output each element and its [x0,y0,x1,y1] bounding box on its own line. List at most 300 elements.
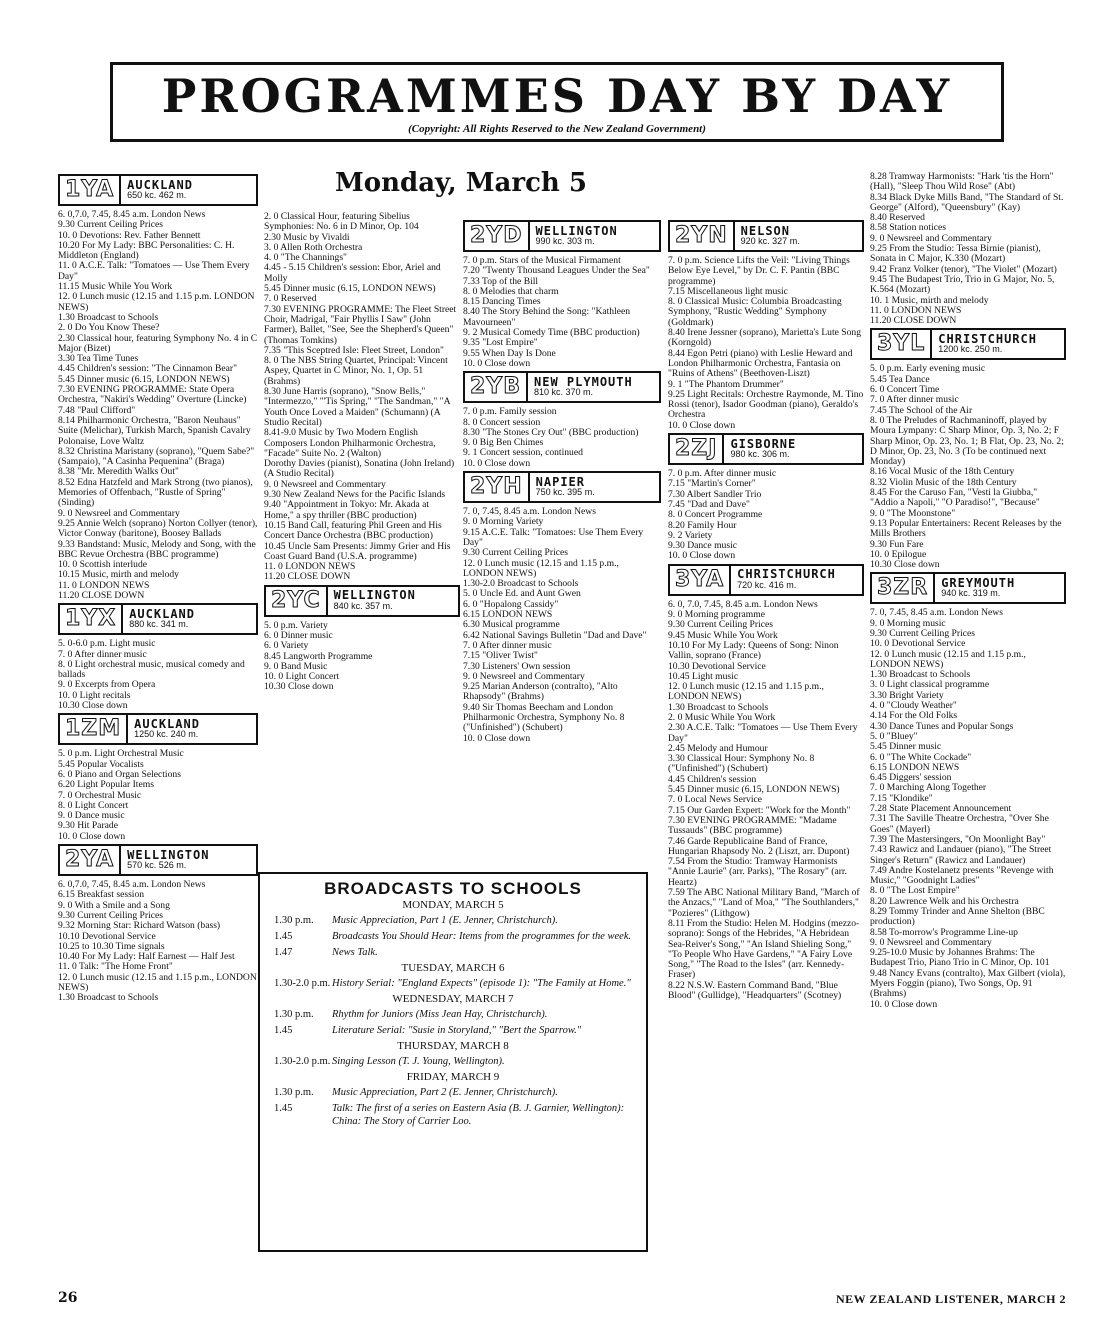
schools-day: WEDNESDAY, MARCH 7 [392,993,514,1005]
programme-entry: 8.40 The Story Behind the Song: "Kathleen Mavourneen" [463,306,631,328]
station-city: NELSON [740,223,791,238]
programme-entry: 6.20 Light Popular Items [58,779,154,791]
programme-entry: 10. 1 Music, mirth and melody [870,294,989,306]
station-freq: 980 kc. 306 m. [730,449,790,460]
programme-entry: 9. 0 Excerpts from Opera [58,679,156,691]
programme-entry: 8.14 Philharmonic Orchestra, "Baron Neuhaus" Suite (Melichar), Turkish March, Spanish Cavalry Polonaise, Love Waltz [58,414,251,447]
programme-entry: 10. 0 Close down [668,419,736,431]
station-freq: 920 kc. 327 m. [740,236,800,246]
programme-entry: 8.29 Tommy Trinder and Anne Shelton (BBC production) [870,906,1045,928]
programme-entry: 9.25 Marian Anderson (contralto), "Alto Rhapsody" (Brahms) [463,681,618,703]
programme-entry: 7. 0 After dinner music [58,648,147,660]
programme-entry: 8.30 June Harris (soprano), "Snow Bells," "Intermezzo," "'Tis Spring," "The Sandman," "A Youth Once Loved a Maiden" (Schumann) (A Studio Recital) [264,386,451,428]
programme-entry: 4.45 - 5.15 Children's session: Ebor, Ariel and Molly [264,262,441,284]
programme-entry: 7.28 State Placement Announcement [870,803,1012,815]
station-city: AUCKLAND [134,717,200,732]
programme-entry: 5. 0 "Bluey" [870,730,918,742]
station-code: 1YA [60,176,121,204]
schools-item-time: 1.45 [274,931,293,942]
masthead: NEW ZEALAND LISTENER, MARCH 2 [836,1292,1066,1306]
station-city: GISBORNE [730,436,797,451]
programme-entry: 9. 0 Big Ben Chimes [463,437,544,449]
programme-entry: 3.30 Bright Variety [870,689,944,701]
station-1yx [58,603,258,635]
programme-entry: 7. 0 Local News Service [668,794,763,806]
station-code: 1ZM [60,715,128,743]
listing-2ya-cont [264,212,460,583]
programme-entry: 4.45 Children's session: "The Cinnamon Bear" [58,363,238,375]
programme-entry: 9.30 Hit Parade [58,820,118,832]
schools-item-text: Literature Serial: "Susie in Storyland," "Bert the Sparrow." [332,1025,582,1036]
schools-item-text: Music Appreciation, Part 1 (E. Jenner, Christchurch). [332,915,558,926]
programme-entry: 10. 0 Close down [668,550,736,562]
schools-item-time: 1.30 p.m. [274,1009,314,1020]
schools-item-text: Talk: The first of a series on Eastern Asia (B. J. Garnier, Wellington): China: The Story of Carrier Loo. [332,1103,625,1127]
programme-entry: 9.25 Annie Welch (soprano) Norton Collyer (tenor), Victor Conway (baritone), Boosey Ballads [58,517,258,540]
programme-entry: 9. 0 Dance music [58,810,125,822]
schools-item-text: Rhythm for Juniors (Miss Jean Hay, Christchurch). [332,1009,548,1020]
programme-entry: 10.20 For My Lady: BBC Personalities: C. H. Middleton (England) [58,239,235,262]
programme-entry: 8. 0 Concert session [463,416,541,428]
programme-entry: 12. 0 Lunch music (12.15 and 1.15 p.m., LONDON NEWS) [668,681,824,703]
programme-entry: 9.35 "Lost Empire" [463,337,538,349]
programme-entry: 10.30 Close down [870,559,940,571]
programme-entry: 10.10 For My Lady: Queens of Song: Ninon Vallin, soprano (France) [668,639,839,662]
station-2yh [463,471,661,503]
programme-entry: 9. 1 "The Phantom Drummer" [668,378,784,390]
listing-2zj [668,469,864,562]
programme-entry: 7. 0 p.m. Stars of the Musical Firmament [463,255,621,266]
station-city: WELLINGTON [333,588,416,603]
programme-entry: 7. 0 After dinner music [870,394,959,406]
programme-entry: 7.31 The Saville Theatre Orchestra, "Over She Goes" (Mayerl) [870,813,1049,835]
page-banner [110,62,1004,142]
programme-entry: 5.45 Dinner music [870,741,942,753]
listing-2yc [264,621,460,693]
programme-entry: 9.30 Current Ceiling Prices [870,627,975,639]
programme-entry: 9. 0 Morning Variety [463,516,544,528]
listing-2yb [463,407,661,469]
programme-entry: 6. 0 Concert Time [870,384,940,396]
programme-entry: 8.58 Station notices [870,222,946,234]
programme-entry: 10.15 Music, mirth and melody [58,569,179,581]
programme-entry: 3. 0 Allen Roth Orchestra [264,241,363,253]
listing-3ya-cont [870,172,1066,326]
programme-entry: 7.30 EVENING PROGRAMME: State Opera Orchestra, "Nakiri's Wedding" Overture (Lincke) [58,384,247,406]
programme-entry: 8.32 Christina Maristany (soprano), "Quem Sabe?" (Sampaio), "A Casinha Pequenina" (Braga) [58,445,255,468]
station-freq: 650 kc. 462 m. [127,190,187,200]
programme-entry: 8.20 Lawrence Welk and his Orchestra [870,895,1019,907]
schools-item [274,1008,632,1021]
station-code: 3YL [872,330,932,358]
programme-entry: 2.30 A.C.E. Talk: "Tomatoes — Use Them Every Day" [668,722,858,744]
programme-entry: 7.43 Rawicz and Landauer (piano), "The Street Singer's Return" (Rawicz and Landauer) [870,844,1052,866]
programme-entry: 9. 0 Band Music [264,660,328,672]
programme-entry: 9.15 A.C.E. Talk: "Tomatoes: Use Them Every Day" [463,526,644,548]
programme-entry: 7. 0 Marching Along Together [870,782,987,794]
listing-2yd [463,256,661,369]
programme-entry: 7.30 Listeners' Own session [463,660,571,672]
copyright-notice: (Copyright: All Rights Reserved to the New Zealand Government) [408,123,706,135]
programme-entry: 8.58 To-morrow's Programme Line-up [870,926,1018,938]
programme-entry: 10. 0 Epilogue [870,548,927,560]
schools-item [274,1024,632,1037]
programme-entry: 10.15 Band Call, featuring Phil Green and His Concert Dance Orchestra (BBC production) [264,519,442,542]
programme-entry: 2. 0 Do You Know These? [58,322,160,334]
programme-entry: 9.25 From the Studio: Tessa Birnie (pianist), Sonata in C Major, K.330 (Mozart) [870,243,1041,265]
programme-entry: 6.15 LONDON NEWS [870,761,960,773]
broadcasts-to-schools-box [258,872,648,1252]
station-city: AUCKLAND [127,177,193,192]
station-code: 2YD [465,222,530,250]
programme-entry: 9. 0 Newsreel and Commentary [870,936,992,948]
programme-entry: 6.45 Diggers' session [870,772,952,784]
schools-item-text: History Serial: "England Expects" (episode 1): "The Family at Home." [332,978,631,989]
programme-entry: 7.15 Our Garden Expert: "Work for the Month" [668,804,851,816]
programme-entry: 11. 0 LONDON NEWS [870,304,962,316]
station-1zm [58,713,258,745]
programme-entry: 9.25 Light Recitals: Orchestre Raymonde, M. Tino Rossi (tenor), Isador Goodman (piano), Geraldo's Orchestra [668,388,864,421]
programme-entry: 10. 0 Close down [463,457,531,469]
programme-entry: 11.15 Music While You Work [58,281,173,293]
programme-entry: 2.45 Melody and Humour [668,742,768,754]
programme-entry: 7.15 "Oliver Twist" [463,650,538,662]
page-title: PROGRAMMES DAY BY DAY [161,69,953,123]
programme-entry: 5. 0-6.0 p.m. Light music [58,638,156,650]
programme-entry: 9. 0 Newsreel and Commentary [870,232,992,244]
programme-entry: 9. 0 Morning programme [668,609,765,621]
programme-entry: 9. 0 "The Moonstone" [870,507,956,519]
programme-entry: 7.49 Andre Kostelanetz presents "Revenge with Music," "Goodnight Ladies" [870,864,1054,887]
programme-entry: 9.55 When Day Is Done [463,347,556,359]
programme-entry: 9. 2 Variety [668,529,713,541]
schools-item-time: 1.45 [274,1025,293,1036]
schools-item-time: 1.45 [274,1103,293,1114]
programme-entry: 9.30 Fun Fare [870,538,924,550]
programme-entry: 11.20 CLOSE DOWN [58,589,145,601]
schools-item [274,930,632,943]
programme-entry: 11.20 CLOSE DOWN [870,315,957,327]
schools-item-text: Broadcasts You Should Hear: Items from the programmes for the week. [332,931,632,942]
programme-entry: 7.39 The Mastersingers, "On Moonlight Bay" [870,833,1046,845]
station-freq: 720 kc. 416 m. [737,579,797,590]
programme-entry: 12. 0 Lunch music (12.15 and 1.15 p.m. LONDON NEWS) [58,291,255,313]
programme-entry: 7.35 "This Sceptred Isle: Fleet Street, London" [264,344,444,356]
station-2yc [264,585,460,617]
programme-entry: 9. 0 With a Smile and a Song [58,899,170,911]
programme-entry: 10.10 Devotional Service [58,930,156,942]
programme-entry: 7.20 "Twenty Thousand Leagues Under the Sea" [463,265,650,277]
programme-entry: 8.44 Egon Petri (piano) with Leslie Heward and London Philharmonic Orchestra, Fantasia on "Ruins of Athens" (Beethoven-Liszt) [668,347,853,380]
schools-schedule [274,899,632,1128]
programme-entry: 10. 0 Light recitals [58,689,131,701]
listing-2yn [668,256,864,431]
programme-entry: 4.45 Children's session [668,773,757,785]
programme-entry: 7. 0 p.m. Family session [463,406,557,418]
programme-entry: 7. 0 Orchestral Music [58,789,142,801]
programme-entry: 3. 0 Light classical programme [870,679,990,691]
programme-entry: 7.30 EVENING PROGRAMME: "Madame Tussauds" (BBC programme) [668,814,837,837]
programme-entry: 8.11 From the Studio: Helen M. Hodgins (mezzo-soprano): Songs of the Hebrides, "A Hebridean Sea-Reiver's Song," "An Island Shieling Song," "To People Who Have Gardens," "A Fairy Love Song," "The Road to the Isles" (arr. Kennedy-Fraser) [668,917,860,981]
column-2 [264,212,460,693]
programme-entry: 11.20 CLOSE DOWN [264,571,351,583]
programme-entry: 9. 0 Newsreel and Commentary [264,478,386,490]
programme-entry: 10. 0 Scottish interlude [58,559,147,571]
station-city: NEW PLYMOUTH [534,374,633,389]
programme-entry: 8.28 Tramway Harmonists: "Hark 'tis the Horn" (Hall), "Sleep Thou Wild Rose" (Abt) [870,171,1054,193]
programme-entry: 6. 0 Dinner music [264,629,333,641]
column-1 [58,172,258,1004]
station-freq: 1200 kc. 250 m. [938,344,1003,355]
programme-entry: 7. 0 p.m. After dinner music [668,468,777,480]
programme-entry: 5.45 Tea Dance [870,373,930,385]
station-code: 2YH [465,473,530,501]
schools-item-time: 1.30 p.m. [274,915,314,926]
programme-entry: 4. 0 "Cloudy Weather" [870,700,957,712]
station-code: 1YX [60,605,123,633]
programme-entry: 8.45 Langworth Programme [264,650,373,662]
schools-item [274,1055,632,1068]
programme-entry: 8. 0 Light orchestral music, musical comedy and ballads [58,658,245,681]
programme-entry: 8. 0 The Preludes of Rachmaninoff, played by Moura Lympany: C Sharp Minor, Op. 3, No. 2; F Sharp Minor, Op. 23, No. 1; B Flat, Op. 23, No. 2; D Minor, Op. 23, No. 3 (To be continued next Monday) [870,414,1064,468]
schools-day: TUESDAY, MARCH 6 [401,962,505,974]
schools-day: MONDAY, MARCH 5 [402,899,504,911]
programme-entry: 8.52 Edna Hatzfeld and Mark Strong (two pianos), Memories of Offenbach, "Rustle of Spring" (Sinding) [58,476,253,509]
programme-entry: 12. 0 Lunch music (12.15 and 1.15 p.m., LONDON NEWS) [463,557,619,579]
schools-item-text: Singing Lesson (T. J. Young, Wellington). [332,1056,505,1067]
station-freq: 990 kc. 303 m. [535,236,595,246]
programme-entry: 8.40 Irene Jessner (soprano), Marietta's Lute Song (Korngold) [668,327,862,349]
station-city: CHRISTCHURCH [737,567,836,582]
listing-2ya [58,880,258,1004]
programme-entry: 5.45 Dinner music (6.15, LONDON NEWS) [668,784,840,796]
programme-entry: 5. 0 p.m. Light Orchestral Music [58,748,184,760]
station-city: GREYMOUTH [941,576,1016,591]
programme-entry: 7. 0 p.m. Science Lifts the Veil: "Living Things Below Eye Level," by Dr. C. F. Pantin (BBC programme) [668,255,850,287]
programme-entry: 7.48 "Paul Clifford" [58,404,136,416]
programme-entry: 7.15 "Klondike" [870,792,933,804]
programme-entry: 1.30-2.0 Broadcast to Schools [463,578,579,590]
programme-entry: 8.15 Dancing Times [463,296,541,308]
day-heading: Monday, March 5 [335,168,587,198]
schools-item [274,914,632,927]
programme-entry: 9. 0 Newsreel and Commentary [58,507,180,519]
programme-entry: 6. 0, 7.0, 7.45, 8.45 a.m. London News [668,598,818,610]
programme-entry: 2. 0 Classical Hour, featuring Sibelius Symphonies: No. 6 in D Minor, Op. 104 [264,211,419,233]
programme-entry: 9. 2 Musical Comedy Time (BBC production) [463,327,640,339]
station-2yd [463,220,661,252]
station-1ya [58,174,258,206]
schools-item [274,1086,632,1099]
programme-entry: 9.13 Popular Entertainers: Recent Releases by the Mills Brothers [870,517,1062,540]
station-code: 2YB [465,373,528,401]
programme-entry: 8.16 Vocal Music of the 18th Century [870,466,1015,478]
programme-entry: 7.59 The ABC National Military Band, "March of the Anzacs," "Land of Moa," "The Southlanders," "Pozieres" (Lithgow) [668,887,860,919]
programme-entry: 5. 0 p.m. Early evening music [870,363,986,375]
programme-entry: 7. 0 After dinner music [463,639,552,651]
programme-entry: 12. 0 Lunch music (12.15 and 1.15 p.m., LONDON NEWS) [58,971,257,993]
programme-entry: 10.30 Devotional Service [668,660,766,672]
station-freq: 810 kc. 370 m. [534,387,594,398]
programme-entry: 7. 0, 7.45, 8.45 a.m. London News [463,506,596,518]
station-2ya [58,844,258,876]
programme-entry: 6.30 Musical programme [463,619,560,631]
programme-entry: 10. 0 Light Concert [264,671,340,683]
programme-entry: 8.20 Family Hour [668,519,737,531]
programme-entry: 9.25-10.0 Music by Johannes Brahms: The Budapest Trio, Piano Trio in C Minor, Op. 101 [870,947,1050,969]
listing-3zr [870,608,1066,1010]
programme-entry: Dorothy Davies (pianist), Sonatina (John Ireland) (A Studio Recital) [264,458,455,480]
programme-entry: 9.40 "Appointment in Tokyo: Mr. Akada at Home," a spy thriller (BBC production) [264,499,430,521]
programme-entry: 10.30 Close down [58,700,128,712]
programme-entry: 9.30 Current Ceiling Prices [463,547,568,559]
programme-entry: 9.30 Dance music [668,540,738,552]
station-code: 2YN [670,222,735,250]
listing-3yl [870,364,1066,570]
station-city: WELLINGTON [127,847,210,862]
station-city: NAPIER [535,474,586,489]
station-freq: 1250 kc. 240 m. [134,729,199,740]
programme-entry: 6. 0 Piano and Organ Selections [58,768,181,780]
programme-entry: 10.25 to 10.30 Time signals [58,940,165,952]
station-code: 3YA [670,566,731,594]
station-city: CHRISTCHURCH [938,332,1037,347]
programme-entry: 9.30 New Zealand News for the Pacific Islands [264,489,446,501]
station-code: 3ZR [872,574,935,602]
station-city: AUCKLAND [129,606,195,621]
station-code: 2YC [266,587,328,615]
programme-entry: 10. 0 Close down [463,357,531,369]
programme-entry: 3.30 Tea Time Tunes [58,353,139,365]
schools-day: THURSDAY, MARCH 8 [397,1040,509,1052]
column-4 [668,218,864,1001]
page-number: 26 [58,1290,78,1306]
schools-item-text: News Talk. [332,947,378,958]
programme-entry: 8.32 Violin Music of the 18th Century [870,476,1017,488]
programme-entry: 4.30 Dance Tunes and Popular Songs [870,720,1014,732]
programme-entry: 1.30 Broadcast to Schools [58,992,159,1004]
programme-entry: 4.14 For the Old Folks [870,710,958,722]
schools-day: FRIDAY, MARCH 9 [406,1071,500,1083]
programme-entry: 7. 0, 7.45, 8.45 a.m. London News [870,607,1003,619]
programme-entry: 10.40 For My Lady: Half Earnest — Half Jest [58,951,235,963]
programme-entry: 9.45 The Budapest Trio, Trio in G Major, No. 5, K.564 (Mozart) [870,273,1055,296]
programme-entry: 10. 0 Close down [58,830,126,842]
programme-entry: 8. 0 Melodies that charm [463,285,559,297]
programme-entry: 1.30 Broadcast to Schools [58,311,159,323]
programme-entry: 9.33 Bandstand: Music, Melody and Song, with the BBC Revue Orchestra (BBC programme) [58,538,256,560]
station-freq: 940 kc. 319 m. [941,588,1001,599]
programme-entry: 8.45 For the Caruso Fan, "Vesti la Giubba," "Addio a Napoli," "O Paradiso!", "Because" [870,487,1040,509]
station-code: 2ZJ [670,435,724,463]
programme-entry: 5.45 Dinner music (6.15, LONDON NEWS) [58,373,230,385]
station-freq: 840 kc. 357 m. [333,600,393,611]
programme-entry: 6.15 Breakfast session [58,889,145,901]
schools-item [274,977,632,990]
programme-entry: 10. 0 Devotional Service [870,638,966,650]
programme-entry: 10. 0 Close down [463,732,531,744]
programme-entry: 1.30 Broadcast to Schools [668,701,769,713]
programme-entry: 7.33 Top of the Bill [463,275,539,287]
programme-entry: 9. 0 Morning music [870,617,946,629]
programme-entry: 11. 0 LONDON NEWS [264,561,356,573]
schools-item-text: Music Appreciation, Part 2 (E. Jenner, Christchurch). [332,1087,558,1098]
column-5 [870,172,1066,1010]
programme-entry: 11. 0 Talk: "The Home Front" [58,961,173,973]
programme-entry: 3.30 Classical Hour: Symphony No. 8 ("Unfinished") (Schubert) [668,753,815,775]
programme-entry: 6.15 LONDON NEWS [463,609,553,621]
station-code: 2YA [60,846,121,874]
programme-entry: 7.45 "Dad and Dave" [668,498,750,510]
programme-entry: 10.45 Light music [668,670,739,682]
programme-entry: 5. 0 p.m. Variety [264,619,328,631]
programme-entry: 8.30 "The Stones Cry Out" (BBC production) [463,426,639,438]
schools-item-time: 1.30-2.0 p.m. [274,1056,331,1067]
programme-entry: 9.30 Current Ceiling Prices [668,619,773,631]
programme-entry: 5.45 Popular Vocalists [58,758,144,770]
station-3yl [870,328,1066,360]
station-3zr [870,572,1066,604]
schools-item-time: 1.30 p.m. [274,1087,314,1098]
programme-entry: 11. 0 LONDON NEWS [58,579,150,591]
programme-entry: 5.45 Dinner music (6.15, LONDON NEWS) [264,283,436,295]
programme-entry: 7.15 "Martin's Corner" [668,478,756,490]
programme-entry: 6. 0,7.0, 7.45, 8.45 a.m. London News [58,879,206,891]
schools-item [274,946,632,959]
schools-title: BROADCASTS TO SCHOOLS [324,879,582,898]
listing-3ya [668,600,864,1002]
programme-entry: 9.45 Music While You Work [668,629,778,641]
listing-1ya [58,210,258,601]
programme-entry: 9. 0 Newsreel and Commentary [463,670,585,682]
programme-entry: 4. 0 "The Channings" [264,252,347,264]
programme-entry: 6. 0,7.0, 7.45, 8.45 a.m. London News [58,209,206,220]
programme-entry: 7. 0 Reserved [264,293,317,305]
station-2yb [463,371,661,403]
programme-entry: 8.40 Reserved [870,212,925,224]
station-freq: 570 kc. 526 m. [127,860,187,871]
station-freq: 880 kc. 341 m. [129,619,189,630]
programme-entry: 9.42 Franz Volker (tenor), "The Violet" (Mozart) [870,263,1057,275]
station-freq: 750 kc. 395 m. [535,487,595,498]
programme-entry: 8.41-9.0 Music by Two Modern English Composers London Philharmonic Orchestra, "Facade" Suite No. 2 (Walton) [264,427,436,459]
schools-item-time: 1.47 [274,947,293,958]
programme-entry: 10.30 Close down [264,681,334,693]
programme-entry: 9.48 Nancy Evans (contralto), Max Gilbert (viola), Myers Foggin (piano), Two Songs, Op. 91 (Brahms) [870,967,1066,1000]
programme-entry: 2.30 Classical hour, featuring Symphony No. 4 in C Major (Bizet) [58,332,258,354]
listing-2yh [463,507,661,744]
programme-entry: 2.30 Music by Vivaldi [264,231,350,243]
programme-entry: 9. 1 Concert session, continued [463,447,583,459]
programme-entry: 6. 0 Variety [264,640,309,652]
programme-entry: 9.40 Sir Thomas Beecham and London Philharmonic Orchestra, Symphony No. 8 ("Unfinished") (Schubert) [463,701,625,734]
programme-entry: 11. 0 A.C.E. Talk: "Tomatoes — Use Them Every Day" [58,260,250,282]
station-city: WELLINGTON [535,223,618,238]
programme-entry: 6. 0 "Hopalong Cassidy" [463,598,559,610]
programme-entry: 7.30 EVENING PROGRAMME: The Fleet Street Choir, Madrigal, "Fair Phyllis I Saw" (John Farmer), Ballet, "See, See the Shepherd's Queen" (Thomas Tomkins) [264,303,457,346]
station-2zj [668,433,864,465]
listing-1zm [58,749,258,842]
programme-entry: 7.15 Miscellaneous light music [668,285,788,297]
programme-entry: 7.46 Garde Republicaine Band of France, Hungarian Rhapsody No. 2 (Liszt, arr. Dupont) [668,835,850,857]
schools-item [274,1102,632,1128]
programme-entry: 8.38 "Mr. Meredith Walks Out" [58,466,179,478]
programme-entry: 6. 0 "The White Cockade" [870,751,972,763]
programme-entry: 8. 0 The NBS String Quartet, Principal: Vincent Aspey, Quartet in C Minor, No. 1, Op. 51 (Brahms) [264,355,448,387]
programme-entry: 8. 0 Classical Music: Columbia Broadcasting Symphony, "Rustic Wedding" Symphony (Goldmark) [668,296,842,328]
programme-entry: 8.34 Black Dyke Mills Band, "The Standard of St. George" (Alford), "Queensbury" (Kay) [870,191,1064,213]
programme-entry: 8.22 N.S.W. Eastern Command Band, "Blue Blood" (Gullidge), "Headquarters" (Scotney) [668,979,842,1001]
